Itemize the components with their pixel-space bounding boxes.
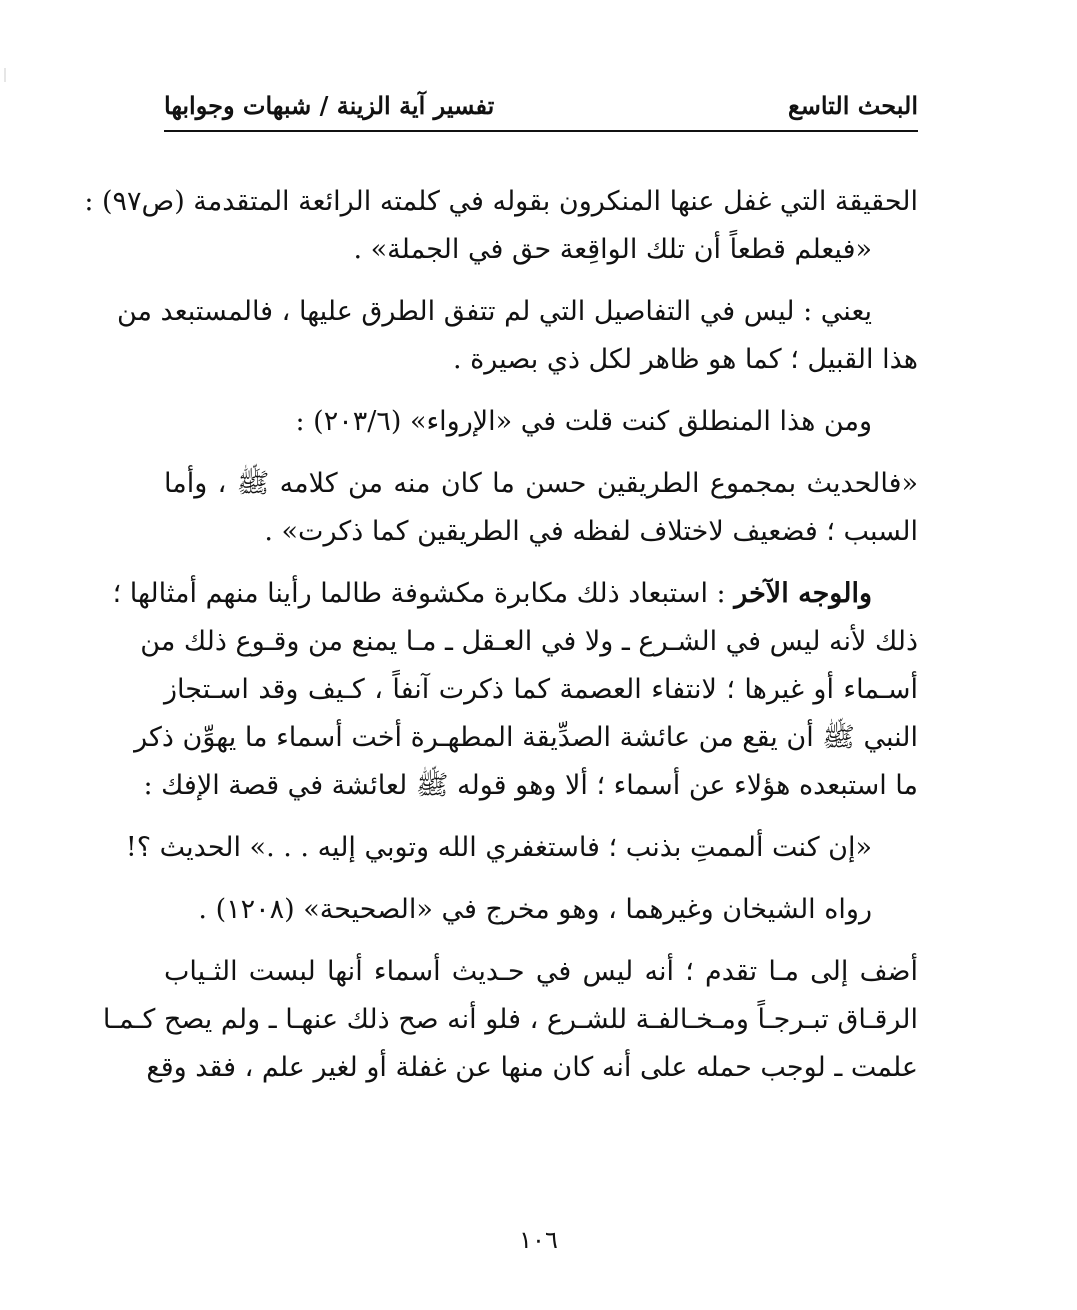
text-line xyxy=(112,570,918,618)
running-header xyxy=(164,88,918,126)
text-line: النبي ﷺ أن يقع من عائشة الصدِّيقة المطهـرة أخت أسماء ما يهوِّن ذكر xyxy=(134,722,918,753)
text-line: أسـماء أو غيرها ؛ لانتفاء العصمة كما ذكرت آنفاً ، كـيف وقد اسـتجاز xyxy=(164,674,918,705)
text-line: الحقيقة التي غفل عنها المنكرون بقوله في كلمته الرائعة المتقدمة (ص٩٧) : xyxy=(84,186,918,217)
text-line: علمت ـ لوجب حمله على أنه كان منها عن غفلة أو لغير علم ، فقد وقع xyxy=(146,1052,918,1083)
text-line: «فيعلم قطعاً أن تلك الواقِعة حق في الجملة» . xyxy=(353,234,872,265)
chapter-title: البحث التاسع xyxy=(787,91,918,120)
section-title: تفسير آية الزينة / شبهات وجوابها xyxy=(164,91,495,120)
body-text xyxy=(84,178,918,1092)
text-line: السبب ؛ فضعيف لاختلاف لفظه في الطريقين كما ذكرت» . xyxy=(264,516,918,547)
margin-mark xyxy=(4,68,6,82)
text-line: أضف إلى مـا تقدم ؛ أنه ليس في حـديث أسماء أنها لبست الثـياب xyxy=(164,956,918,987)
text-span: : استبعاد ذلك مكابرة مكشوفة طالما رأينا منهم أمثالها ؛ xyxy=(112,578,735,609)
text-line: «إن كنت ألممتِ بذنب ؛ فاستغفري الله وتوبي إليه . . .» الحديث ؟! xyxy=(125,832,872,863)
text-line: رواه الشيخان وغيرهما ، وهو مخرج في «الصحيحة» (١٢٠٨) . xyxy=(198,894,872,925)
text-line: ومن هذا المنطلق كنت قلت في «الإرواء» (٢٠٣/٦) : xyxy=(295,406,872,437)
text-line: ما استبعده هؤلاء عن أسماء ؛ ألا وهو قوله ﷺ لعائشة في قصة الإفك : xyxy=(143,770,918,801)
text-line: «فالحديث بمجموع الطريقين حسن ما كان منه من كلامه ﷺ ، وأما xyxy=(164,468,918,499)
text-line: الرقـاق تبـرجـاً ومـخـالفـة للشـرع ، فلو أنه صح ذلك عنهـا ـ ولم يصح كـمـا xyxy=(102,1004,918,1035)
header-rule xyxy=(164,130,918,132)
text-line: يعني : ليس في التفاصيل التي لم تتفق الطرق عليها ، فالمستبعد من xyxy=(116,296,872,327)
page-number: ١٠٦ xyxy=(519,1226,558,1254)
bold-lead: والوجه الآخر xyxy=(734,578,872,609)
text-line: ذلك لأنه ليس في الشـرع ـ ولا في العـقل ـ مـا يمنع من وقـوع ذلك من xyxy=(140,626,918,657)
text-line: هذا القبيل ؛ كما هو ظاهر لكل ذي بصيرة . xyxy=(452,344,918,375)
